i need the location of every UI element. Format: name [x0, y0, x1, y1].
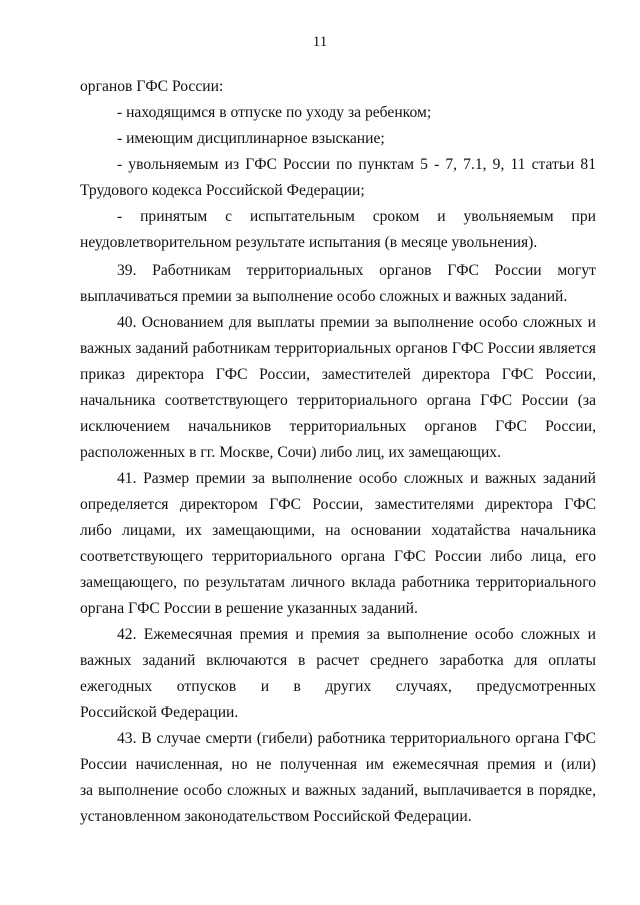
paragraph-40-line: расположенных в гг. Москве, Сочи) либо лиц, их замещающих. — [80, 444, 501, 461]
paragraph-41-line: органа ГФС России в решение указанных заданий. — [80, 600, 418, 617]
page-number: 11 — [312, 34, 328, 50]
text-line: Трудового кодекса Российской Федерации; — [80, 182, 365, 199]
list-item: - увольняемым из ГФС России по пунктам 5 - 7, 7.1, 9, 11 статьи 81 — [117, 156, 596, 173]
paragraph-40-line: важных заданий работникам территориальных органов ГФС России является — [80, 340, 596, 357]
paragraph-40-line: исключением начальников территориальных органов ГФС России, — [80, 418, 596, 435]
text-line: органов ГФС России: — [80, 78, 224, 95]
paragraph-41-line: замещающего, по результатам личного вклада работника территориального — [80, 574, 596, 591]
list-item: - имеющим дисциплинарное взыскание; — [117, 130, 385, 147]
paragraph-39-line: 39. Работникам территориальных органов ГФС России могут — [117, 262, 596, 279]
paragraph-42-line: 42. Ежемесячная премия и премия за выполнение особо сложных и — [117, 626, 596, 643]
paragraph-42-line: Российской Федерации. — [80, 704, 239, 721]
paragraph-43-line: 43. В случае смерти (гибели) работника территориального органа ГФС — [117, 730, 596, 747]
paragraph-41-line: либо лицами, их замещающими, на основании ходатайства начальника — [80, 522, 596, 539]
paragraph-41-line: соответствующего территориального органа ГФС России либо лица, его — [80, 548, 596, 565]
paragraph-40-line: приказ директора ГФС России, заместителей директора ГФС России, — [80, 366, 596, 383]
paragraph-43-line: России начисленная, но не полученная им ежемесячная премия и (или) — [80, 756, 596, 773]
paragraph-39-line: выплачиваться премии за выполнение особо сложных и важных заданий. — [80, 288, 568, 305]
paragraph-40-line: начальника соответствующего территориального органа ГФС России (за — [80, 392, 596, 409]
list-item: - находящимся в отпуске по уходу за ребенком; — [117, 104, 432, 121]
paragraph-41-line: 41. Размер премии за выполнение особо сложных и важных заданий — [117, 470, 596, 487]
paragraph-43-line: установленном законодательством Российской Федерации. — [80, 808, 472, 825]
text-line: неудовлетворительном результате испытания (в месяце увольнения). — [80, 234, 538, 251]
list-item: - принятым с испытательным сроком и увольняемым при — [117, 208, 596, 225]
paragraph-40-line: 40. Основанием для выплаты премии за выполнение особо сложных и — [117, 314, 596, 331]
paragraph-43-line: за выполнение особо сложных и важных заданий, выплачивается в порядке, — [80, 782, 596, 799]
paragraph-42-line: важных заданий включаются в расчет среднего заработка для оплаты — [80, 652, 596, 669]
paragraph-42-line: ежегодных отпусков и в других случаях, предусмотренных — [80, 678, 596, 695]
paragraph-41-line: определяется директором ГФС России, заместителями директора ГФС — [80, 496, 596, 513]
